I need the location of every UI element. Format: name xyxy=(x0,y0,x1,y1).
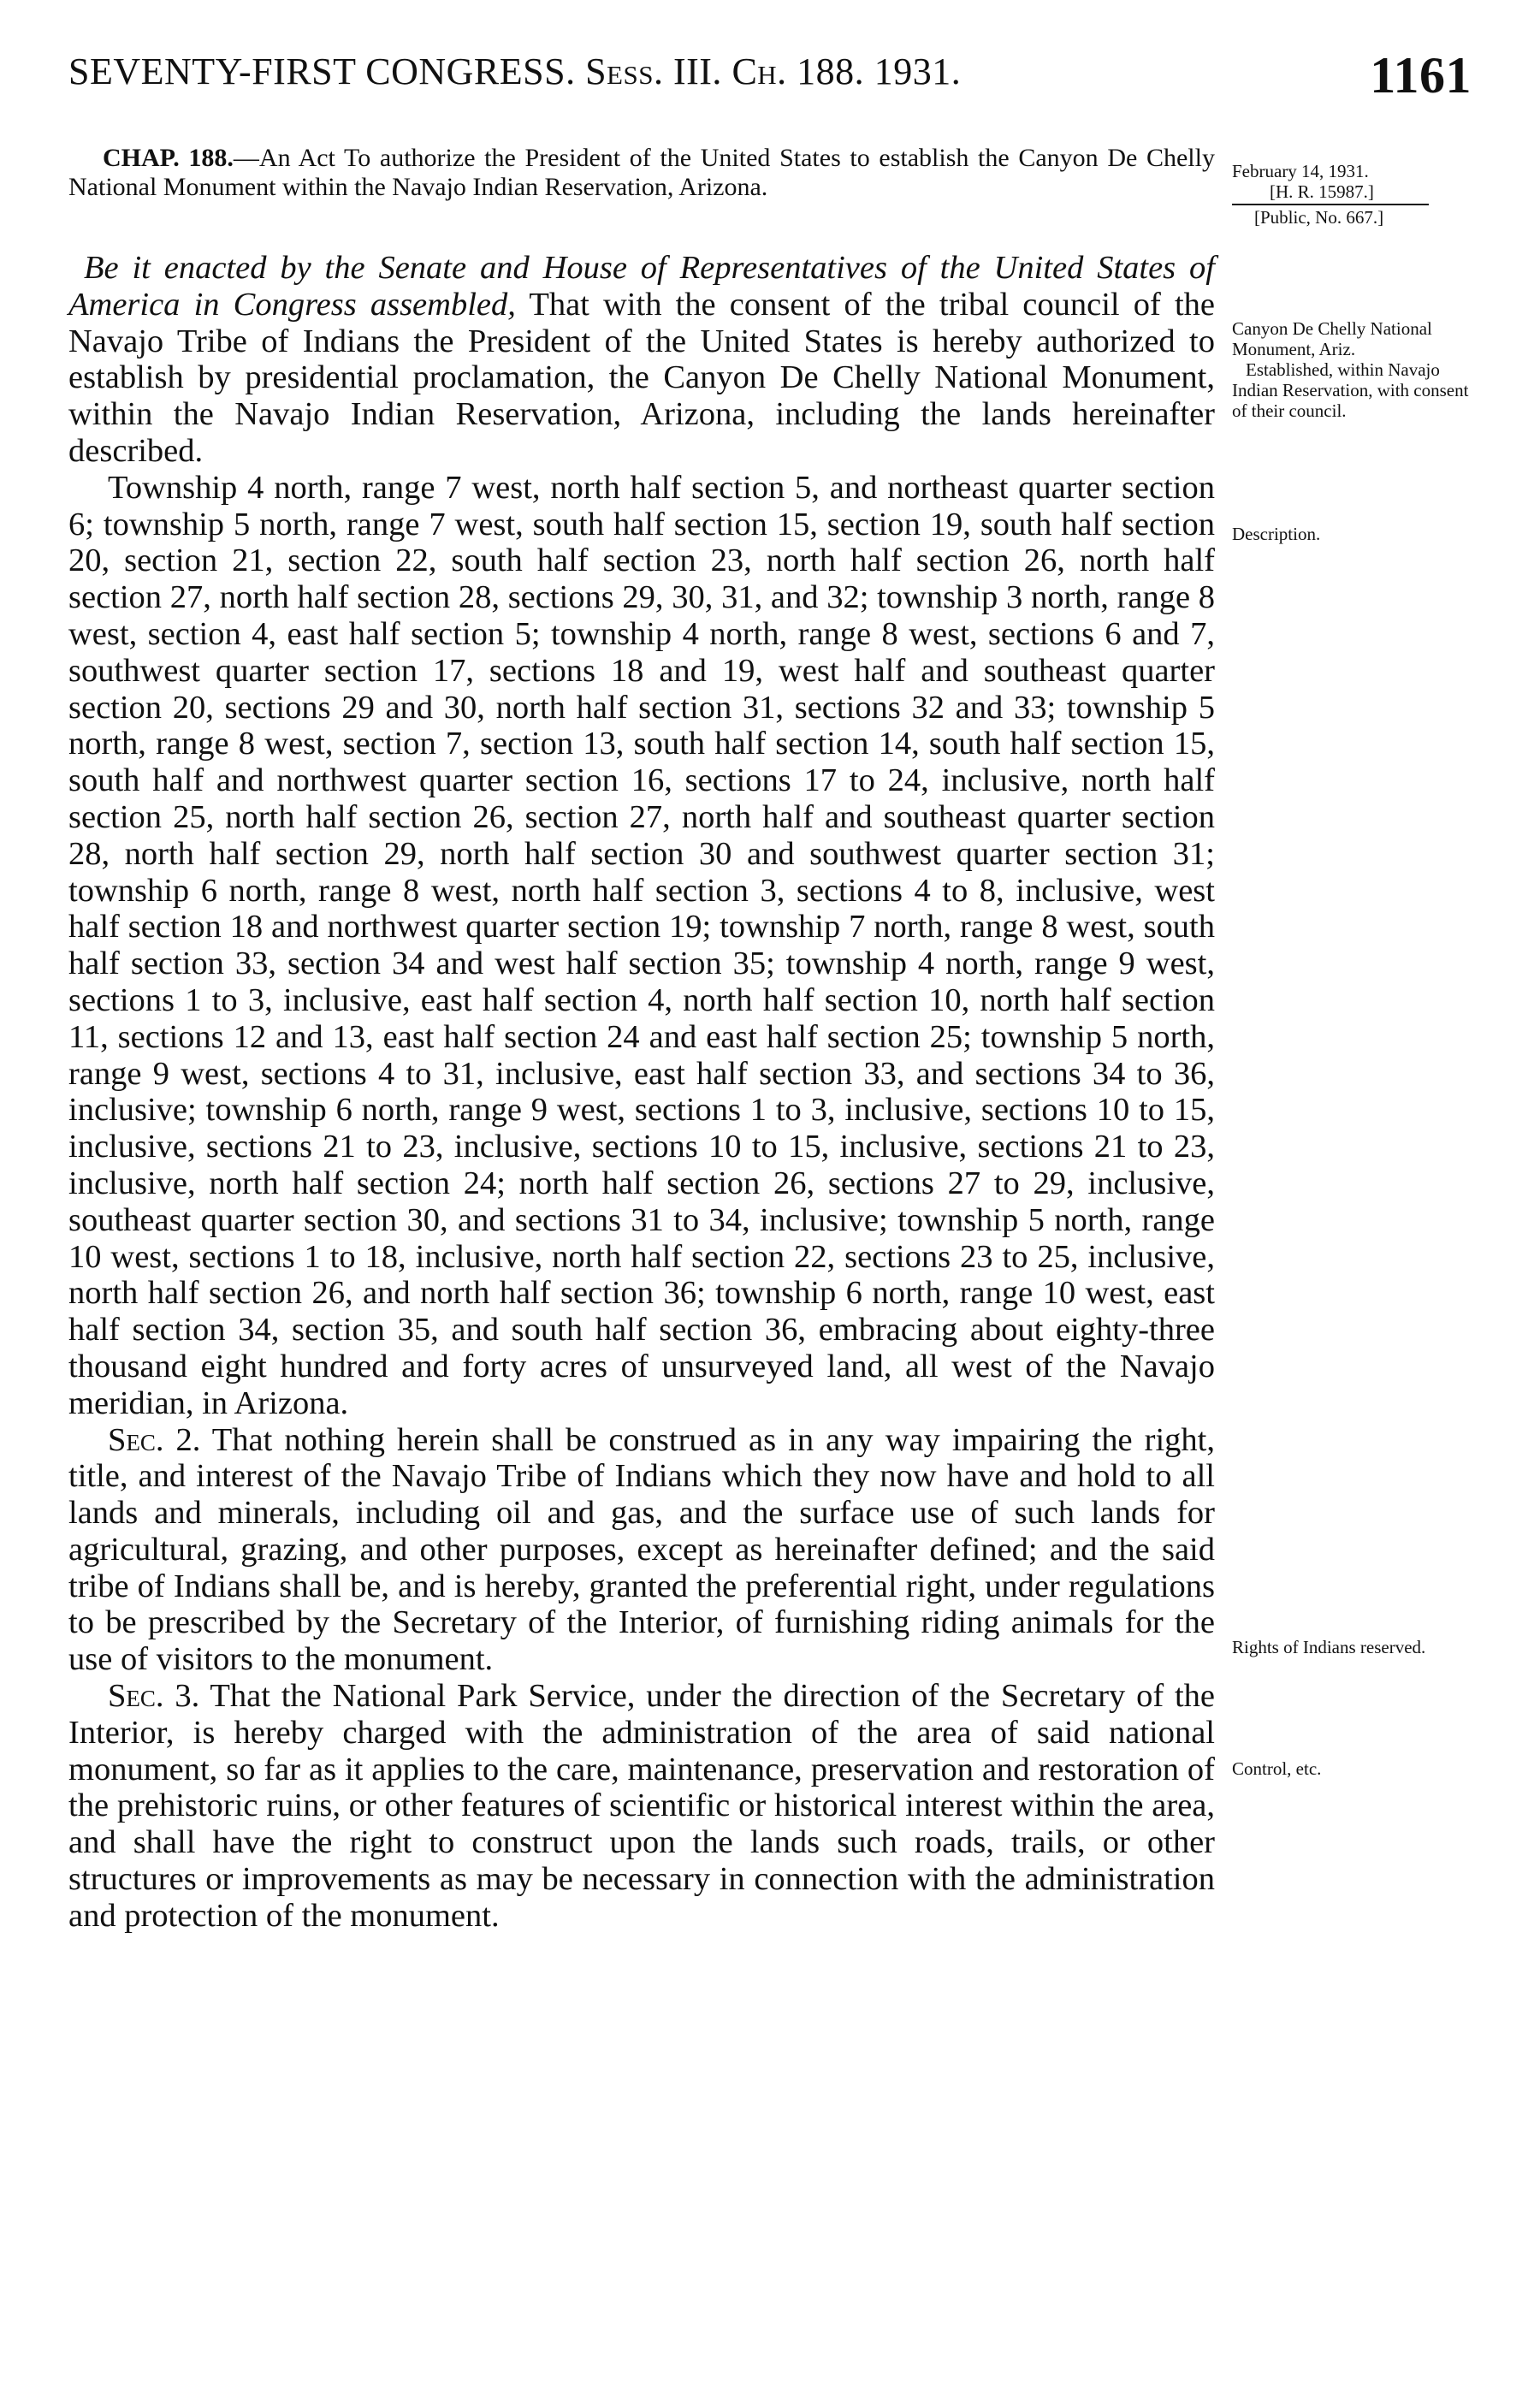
bill-number: [H. R. 15987.] xyxy=(1270,181,1374,202)
main-text-column xyxy=(68,144,1215,1935)
section-2-text: That nothing herein shall be construed as in any way impairing the right, title, and interest of the Navajo Tribe of Indians which they now have and hold to all lands and minerals, including oil and gas, and the surface use of such lands for agricultural, grazing, and other purposes, except as hereinafter defined; and the said tribe of Indians shall be, and is hereby, granted the preferential right, under regulations to be prescribed by the Secretary of the Interior, of furnishing riding animals for the use of visitors to the monument. xyxy=(68,1421,1215,1678)
established-note: Established, within Navajo Indian Reservation, with consent of their council. xyxy=(1232,359,1469,421)
margin-note-monument xyxy=(1232,318,1480,421)
running-header-text xyxy=(68,50,961,93)
session-label: Sess. III. xyxy=(585,50,722,92)
chapter-heading xyxy=(68,144,1215,202)
divider xyxy=(1232,204,1429,205)
chapter-title: —An Act To authorize the President of the United States to establish the Canyon De Chelly National Monument within the Navajo Indian Reservation, Arizona. xyxy=(68,144,1215,201)
section-2-paragraph xyxy=(68,1422,1215,1679)
approval-date: February 14, 1931. xyxy=(1232,161,1369,181)
section-1-paragraph xyxy=(68,250,1215,470)
section-3-paragraph xyxy=(68,1678,1215,1935)
margin-note-rights: Rights of Indians reserved. xyxy=(1232,1637,1426,1657)
land-description-paragraph: Township 4 north, range 7 west, north half section 5, and northeast quarter section 6; township 5 north, range 7 west, south half section 15, section 19, south half section 20, section 21, section 22, south half section 23, north half section 26, north half section 27, north half section 28, sections 29, 30, 31, and 32; township 3 north, range 8 west, section 4, east half section 5; township 4 north, range 8 west, sections 6 and 7, southwest quarter section 17, sections 18 and 19, west half and southeast quarter section 20, sections 29 and 30, north half section 31, sections 32 and 33; township 5 north, range 8 west, section 7, section 13, south half section 14, south half section 15, south half and northwest quarter section 16, sections 17 to 24, inclusive, north half section 25, north half section 26, section 27, north half and southeast quarter section 28, north half section 29, north half section 30 and southwest quarter section 31; township 6 north, range 8 west, north half section 3, sections 4 to 8, inclusive, west half section 18 and northwest quarter section 19; township 7 north, range 8 west, south half section 33, section 34 and west half section 35; township 4 north, range 9 west, sections 1 to 3, inclusive, east half section 4, north half section 10, north half section 11, sections 12 and 13, east half section 24 and east half section 25; township 5 north, range 9 west, sections 4 to 31, inclusive, east half section 33, and sections 34 to 36, inclusive; township 6 north, range 9 west, sections 1 to 3, inclusive, sections 10 to 15, inclusive, sections 21 to 23, inclusive, sections 10 to 15, inclusive, sections 21 to 23, inclusive, north half section 24; north half section 26, sections 27 to 29, inclusive, southeast quarter section 30, and sections 31 to 34, inclusive; township 5 north, range 10 west, sections 1 to 18, inclusive, north half section 22, sections 23 to 25, inclusive, north half section 26, and north half section 36; township 6 north, range 10 west, east half section 34, section 35, and south half section 36, embracing about eighty-three thousand eight hundred and forty acres of unsurveyed land, all west of the Navajo meridian, in Arizona. xyxy=(68,469,1215,1421)
section-1-text: That with the consent of the tribal council of the Navajo Tribe of Indians the President of the United States is hereby authorized to establish by presidential proclamation, the Canyon De Chelly National Monument, within the Navajo Indian Reservation, Arizona, including the lands hereinafter described. xyxy=(68,286,1215,469)
monument-note: Canyon De Chelly National Monument, Ariz. xyxy=(1232,318,1432,359)
margin-note-date xyxy=(1232,161,1480,228)
year-label: 1931. xyxy=(874,50,962,92)
margin-note-control: Control, etc. xyxy=(1232,1758,1322,1779)
chapter-number: CHAP. 188. xyxy=(103,144,234,172)
section-3-label: Sec. 3. xyxy=(108,1678,200,1715)
page-number: 1161 xyxy=(1370,47,1472,104)
enacting-clause: Be it enacted by the Senate and House of Representatives of the United States of America in Congress assembled, xyxy=(68,250,1215,323)
congress-title: SEVENTY-FIRST CONGRESS. xyxy=(68,50,576,92)
chapter-label: Ch. 188. xyxy=(732,50,865,92)
section-3-text: That the National Park Service, under the direction of the Secretary of the Interior, is hereby charged with the administration of the area of said national monument, so far as it applies to the care, maintenance, preservation and restoration of the prehistoric ruins, or other features of scientific or historical interest within the area, and shall have the right to construct upon the lands such roads, trails, or other structures or improvements as may be necessary in connection with the administration and protection of the monument. xyxy=(68,1678,1215,1934)
public-law-number: [Public, No. 667.] xyxy=(1254,207,1384,228)
section-2-label: Sec. 2. xyxy=(108,1421,201,1458)
margin-note-description: Description. xyxy=(1232,524,1321,544)
running-header xyxy=(68,47,1472,127)
